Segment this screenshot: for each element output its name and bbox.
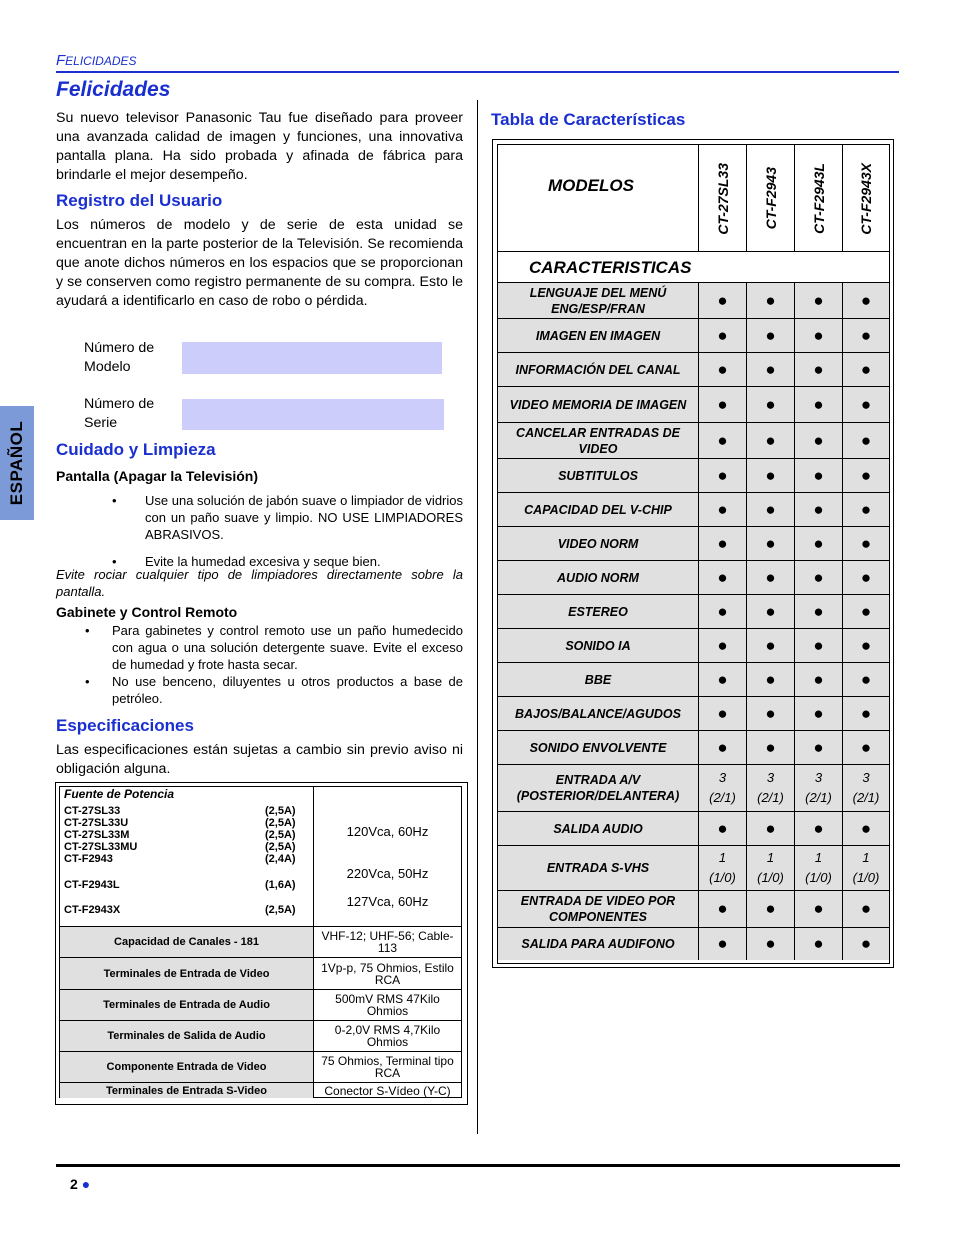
header-rule	[56, 71, 899, 73]
serial-number-field[interactable]	[182, 399, 444, 430]
power-values-cell	[314, 787, 461, 926]
especificaciones-heading: Especificaciones	[56, 716, 194, 735]
bullet: •	[112, 493, 117, 508]
power-amp: (2,5A)	[265, 904, 296, 916]
feature-label: BBE	[498, 663, 698, 696]
power-amp: (1,6A)	[265, 879, 296, 891]
feature-value: ●	[794, 891, 842, 927]
feature-label: SONIDO IA	[498, 629, 698, 662]
tabla-heading: Tabla de Características	[491, 110, 686, 129]
feature-value: ●	[794, 629, 842, 662]
feature-value: ●	[794, 319, 842, 352]
model-column-header	[794, 145, 842, 252]
power-model: CT-F2943L	[64, 879, 120, 891]
list-item: • Para gabinetes y control remoto use un paño humedecido con agua o una solución detergente suave. Evite el exceso de humedad y frote hasta secar.	[85, 623, 463, 672]
pantalla-bullets	[112, 492, 463, 570]
feature-value: ●	[698, 595, 746, 628]
bullet: •	[112, 554, 117, 569]
feature-row	[498, 765, 889, 812]
feature-label: SONIDO ENVOLVENTE	[498, 731, 698, 764]
feature-value: ●	[698, 283, 746, 318]
spec-value: 0-2,0V RMS 4,7Kilo Ohmios	[334, 1023, 441, 1049]
feature-value: ●	[842, 891, 889, 927]
spec-value: 1Vp-p, 75 Ohmios, Estilo RCA	[321, 960, 454, 987]
power-amp: (2,5A)	[265, 817, 296, 829]
feature-value: ●	[842, 459, 889, 492]
feature-value: ●	[842, 387, 889, 422]
feature-row	[498, 283, 889, 319]
feature-value: ●	[794, 731, 842, 764]
spec-value: VHF-12; UHF-56; Cable-113	[321, 929, 454, 955]
spec-row	[60, 957, 461, 989]
feature-value: ●	[794, 423, 842, 458]
feature-value: ●	[746, 459, 794, 492]
feature-value: ●	[698, 629, 746, 662]
feature-value: ●	[842, 812, 889, 845]
footer-rule	[56, 1164, 900, 1167]
feature-label: SALIDA AUDIO	[498, 812, 698, 845]
feature-value: 1 (1/0)	[842, 846, 889, 890]
feature-row	[498, 423, 889, 459]
model-column-header	[746, 145, 794, 252]
model-name: CT-27SL33	[714, 162, 731, 235]
feature-row	[498, 527, 889, 561]
spec-label: Terminales de Entrada de Audio	[60, 990, 314, 1020]
feature-value: ●	[746, 387, 794, 422]
feature-value: ●	[746, 731, 794, 764]
feature-row	[498, 595, 889, 629]
feature-value: ●	[698, 387, 746, 422]
feature-row	[498, 928, 889, 960]
feature-value: ●	[794, 283, 842, 318]
power-amp: (2,5A)	[265, 841, 296, 853]
model-name: CT-F2943X	[858, 162, 874, 235]
feature-value: ●	[746, 697, 794, 730]
spec-table	[59, 786, 462, 1098]
feature-value: ●	[698, 731, 746, 764]
feature-row	[498, 812, 889, 846]
feature-label: SUBTITULOS	[498, 459, 698, 492]
feature-row	[498, 891, 889, 928]
feature-value: ●	[746, 595, 794, 628]
list-item: • No use benceno, diluyentes u otros productos a base de petróleo.	[85, 674, 463, 706]
feature-value: ●	[746, 423, 794, 458]
power-amp: (2,4A)	[265, 853, 296, 865]
bullet: •	[85, 674, 90, 689]
registro-text: Los números de modelo y de serie de esta unidad se encuentran en la parte posterior de la Televisión. Se recomienda que anote dichos números en los espacios que se proporcionan y se conserven como registro permanente de su compra. Esto le ayudará a identificarlo en caso de robo o pérdida.	[56, 217, 463, 309]
pantalla-subheading: Pantalla (Apagar la Televisión)	[56, 468, 259, 484]
feature-value: 1 (1/0)	[794, 846, 842, 890]
feature-value: ●	[842, 423, 889, 458]
serial-label-line2: Serie	[84, 415, 118, 431]
feature-label: LENGUAJE DEL MENÚ ENG/ESP/FRAN	[498, 283, 698, 318]
feature-label: ENTRADA DE VIDEO POR COMPONENTES	[498, 891, 698, 927]
feature-label: INFORMACIÓN DEL CANAL	[498, 353, 698, 386]
model-column-header	[842, 145, 889, 252]
feature-value: ●	[746, 527, 794, 560]
feature-label: IMAGEN EN IMAGEN	[498, 319, 698, 352]
feature-value: ●	[794, 387, 842, 422]
feature-row	[498, 353, 889, 387]
bullet: •	[85, 623, 90, 638]
spec-row	[60, 1082, 461, 1098]
power-models-cell	[60, 787, 314, 926]
spec-label: Terminales de Entrada de Video	[60, 958, 314, 989]
feature-value: 3 (2/1)	[698, 765, 746, 811]
feature-label: VIDEO MEMORIA DE IMAGEN	[498, 387, 698, 422]
language-tab	[0, 406, 34, 520]
feature-value: ●	[698, 423, 746, 458]
caracteristicas-row	[498, 252, 889, 283]
feature-value: ●	[842, 928, 889, 960]
feature-row	[498, 731, 889, 765]
feature-value: ●	[794, 561, 842, 594]
feature-value: ●	[794, 493, 842, 526]
feature-value: ●	[842, 353, 889, 386]
feature-row	[498, 846, 889, 891]
feature-row	[498, 319, 889, 353]
feature-value: ●	[842, 561, 889, 594]
gabinete-bullets	[85, 622, 463, 707]
feature-value: ●	[842, 595, 889, 628]
feature-row	[498, 697, 889, 731]
feature-row	[498, 459, 889, 493]
feature-value: 3 (2/1)	[794, 765, 842, 811]
spec-label: Terminales de Salida de Audio	[60, 1021, 314, 1051]
care-note: Evite rociar cualquier tipo de limpiadores directamente sobre la pantalla.	[56, 567, 463, 599]
spec-label: Componente Entrada de Video	[60, 1052, 314, 1082]
model-name: CT-F2943	[762, 167, 779, 230]
model-label-line1: Número de	[84, 340, 155, 356]
feature-value: ●	[746, 891, 794, 927]
power-model: CT-27SL33	[64, 805, 121, 817]
feature-label: VIDEO NORM	[498, 527, 698, 560]
page-dot: ●	[81, 1176, 91, 1192]
spec-row	[60, 989, 461, 1020]
features-table	[497, 144, 890, 964]
spec-label: Capacidad de Canales - 181	[60, 927, 314, 957]
feature-label: AUDIO NORM	[498, 561, 698, 594]
model-name: CT-F2943L	[810, 163, 827, 234]
feature-value: ●	[698, 561, 746, 594]
power-amp: (2,5A)	[265, 805, 296, 817]
feature-value: ●	[794, 353, 842, 386]
feature-value: 3 (2/1)	[746, 765, 794, 811]
feature-value: ●	[746, 928, 794, 960]
feature-label: ENTRADA A/V (POSTERIOR/DELANTERA)	[498, 765, 698, 811]
feature-label: SALIDA PARA AUDIFONO	[498, 928, 698, 960]
running-head: FELICIDADES	[56, 52, 137, 69]
features-header	[498, 145, 889, 252]
list-item: • Use una solución de jabón suave o limpiador de vidrios con un paño suave y limpio. NO USE LIMPIADORES ABRASIVOS.	[112, 493, 463, 542]
feature-value: ●	[746, 283, 794, 318]
spec-row	[60, 1020, 461, 1051]
power-value-3: 127Vca, 60Hz	[346, 894, 429, 909]
especificaciones-text: Las especificaciones están sujetas a cambio sin previo aviso ni obligación alguna.	[56, 742, 463, 777]
modelos-label: MODELOS	[548, 176, 634, 195]
gabinete-subheading: Gabinete y Control Remoto	[56, 604, 238, 620]
feature-row	[498, 387, 889, 423]
feature-label: ESTEREO	[498, 595, 698, 628]
feature-value: ●	[746, 319, 794, 352]
feature-value: ●	[746, 493, 794, 526]
feature-value: ●	[794, 663, 842, 696]
feature-label: BAJOS/BALANCE/AGUDOS	[498, 697, 698, 730]
language-tab-label: ESPAÑOL	[7, 420, 26, 506]
feature-value: ●	[842, 319, 889, 352]
feature-value: ●	[698, 891, 746, 927]
model-column-header	[698, 145, 746, 252]
feature-value: ●	[746, 353, 794, 386]
feature-value: ●	[746, 561, 794, 594]
registro-heading: Registro del Usuario	[56, 191, 223, 210]
spec-row	[60, 926, 461, 957]
list-item: • Evite la humedad excesiva y seque bien.	[112, 554, 381, 569]
feature-value: ●	[698, 319, 746, 352]
feature-value: ●	[842, 697, 889, 730]
feature-value: ●	[842, 731, 889, 764]
spec-value: 75 Ohmios, Terminal tipo RCA	[321, 1054, 454, 1080]
power-model: CT-27SL33M	[64, 829, 130, 841]
model-number-field[interactable]	[182, 342, 442, 374]
spec-value: 500mV RMS 47Kilo Ohmios	[335, 992, 440, 1018]
feature-label: CANCELAR ENTRADAS DE VIDEO	[498, 423, 698, 458]
power-model: CT-27SL33U	[64, 817, 129, 829]
page-title: Felicidades	[56, 78, 171, 101]
feature-value: ●	[698, 663, 746, 696]
power-model: CT-F2943	[64, 853, 113, 865]
power-value-1: 120Vca, 60Hz	[346, 824, 429, 839]
feature-value: ●	[698, 812, 746, 845]
feature-value: ●	[698, 493, 746, 526]
feature-value: ●	[794, 527, 842, 560]
feature-value: ●	[794, 812, 842, 845]
feature-value: ●	[842, 283, 889, 318]
power-model: CT-F2943X	[64, 904, 121, 916]
spec-label: Terminales de Entrada S-Video	[60, 1083, 314, 1098]
feature-value: ●	[698, 527, 746, 560]
power-title: Fuente de Potencia	[64, 787, 175, 801]
feature-row	[498, 629, 889, 663]
feature-value: ●	[746, 812, 794, 845]
feature-value: ●	[698, 928, 746, 960]
spec-row	[60, 1051, 461, 1082]
power-value-2: 220Vca, 50Hz	[346, 866, 429, 881]
feature-row	[498, 663, 889, 697]
feature-value: ●	[842, 663, 889, 696]
feature-label: CAPACIDAD DEL V-CHIP	[498, 493, 698, 526]
feature-value: ●	[842, 493, 889, 526]
feature-row	[498, 493, 889, 527]
model-label-line2: Modelo	[84, 359, 131, 375]
cuidado-heading: Cuidado y Limpieza	[56, 440, 216, 459]
spec-value: Conector S-Vídeo (Y-C)	[324, 1083, 451, 1098]
power-model: CT-27SL33MU	[64, 841, 138, 853]
serial-label-line1: Número de	[84, 396, 155, 412]
feature-value: ●	[842, 629, 889, 662]
page-number: 2 ●	[70, 1176, 91, 1192]
feature-value: ●	[698, 353, 746, 386]
feature-value: ●	[746, 629, 794, 662]
column-divider	[477, 100, 478, 1134]
feature-value: ●	[698, 459, 746, 492]
intro-text: Su nuevo televisor Panasonic Tau fue diseñado para proveer una avanzada calidad de imagen y funciones, una innovativa pantalla plana. Ha sido probada y afinada de fábrica para brindarle el mejor desempeño.	[56, 110, 463, 183]
feature-label: ENTRADA S-VHS	[498, 846, 698, 890]
feature-value: ●	[842, 527, 889, 560]
feature-value: ●	[794, 697, 842, 730]
feature-value: ●	[794, 459, 842, 492]
feature-value: ●	[794, 595, 842, 628]
feature-value: ●	[698, 697, 746, 730]
feature-value: 1 (1/0)	[698, 846, 746, 890]
feature-value: 1 (1/0)	[746, 846, 794, 890]
feature-row	[498, 561, 889, 595]
power-amp: (2,5A)	[265, 829, 296, 841]
feature-value: 3 (2/1)	[842, 765, 889, 811]
feature-value: ●	[794, 928, 842, 960]
caracteristicas-label: CARACTERISTICAS	[529, 258, 692, 277]
feature-value: ●	[746, 663, 794, 696]
